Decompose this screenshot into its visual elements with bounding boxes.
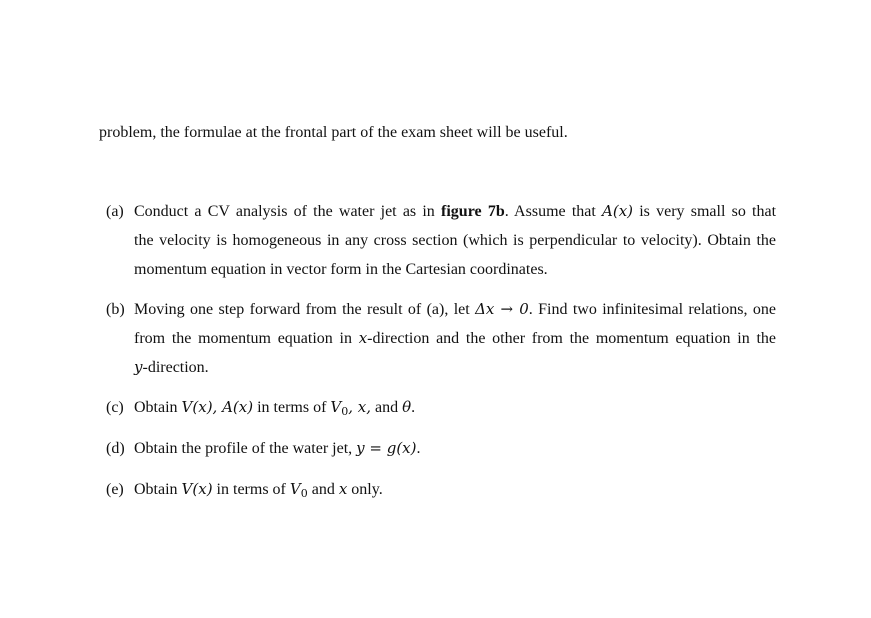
question-d-label: (d) bbox=[106, 440, 125, 457]
question-b-text: -direction. bbox=[142, 359, 209, 376]
question-b-line-1 bbox=[134, 295, 776, 324]
question-b-text: . Find two infinitesimal relations, one bbox=[528, 301, 776, 318]
math-area-function: A(x) bbox=[602, 202, 634, 220]
question-b-line-2 bbox=[134, 324, 776, 353]
math-x: x bbox=[358, 329, 368, 347]
question-c-text: . bbox=[411, 399, 416, 416]
math-limit: Δx → 0 bbox=[475, 300, 529, 318]
question-e-body bbox=[134, 475, 776, 504]
question-e-label: (e) bbox=[106, 481, 124, 498]
intro-text: problem, the formulae at the frontal part of the exam sheet will be useful. bbox=[99, 124, 568, 141]
question-d-text: Obtain the profile of the water jet, bbox=[134, 440, 357, 457]
question-e-text: Obtain bbox=[134, 481, 182, 498]
question-c bbox=[106, 393, 776, 422]
question-a-label: (a) bbox=[106, 203, 124, 220]
math-velocity: V(x) bbox=[181, 480, 213, 498]
math-theta: θ bbox=[402, 398, 412, 416]
question-a-text: is very small so that bbox=[633, 203, 777, 220]
question-e-line-1 bbox=[134, 475, 776, 504]
question-a-text: . Assume that bbox=[504, 203, 603, 220]
question-c-text: Obtain bbox=[134, 399, 182, 416]
question-e-text: and bbox=[307, 481, 339, 498]
question-e-text: only. bbox=[347, 481, 383, 498]
question-b-body bbox=[134, 295, 776, 382]
question-c-body bbox=[134, 393, 776, 422]
question-a-line-1 bbox=[134, 197, 776, 226]
question-a-text: Conduct a CV analysis of the water jet as in bbox=[134, 203, 442, 220]
question-d-text: . bbox=[416, 440, 421, 457]
question-d-line-1 bbox=[134, 434, 776, 463]
question-e-text: in terms of bbox=[212, 481, 290, 498]
math-v0: $V_0$, x, bbox=[330, 398, 372, 418]
question-d-body bbox=[134, 434, 776, 463]
question-c-text: and bbox=[371, 399, 403, 416]
math-profile: y = g(x) bbox=[356, 439, 417, 457]
question-b-label: (b) bbox=[106, 301, 125, 318]
question-b-text: Moving one step forward from the result of (a), let bbox=[134, 301, 476, 318]
math-y: y bbox=[134, 358, 143, 376]
question-a bbox=[106, 197, 776, 284]
question-d bbox=[106, 434, 776, 463]
question-b-text: -direction and the other from the momentum equation in the bbox=[367, 330, 776, 347]
question-b-text: from the momentum equation in bbox=[134, 330, 359, 347]
math-velocity-area: V(x), A(x) bbox=[181, 398, 254, 416]
math-x: x bbox=[338, 480, 348, 498]
question-e bbox=[106, 475, 776, 504]
figure-reference: figure 7b bbox=[441, 203, 505, 220]
question-b-line-3 bbox=[134, 353, 776, 382]
question-c-label: (c) bbox=[106, 399, 124, 416]
question-c-text: in terms of bbox=[253, 399, 331, 416]
question-b bbox=[106, 295, 776, 382]
question-c-line-1 bbox=[134, 393, 776, 422]
question-a-line-3: momentum equation in vector form in the Cartesian coordinates. bbox=[134, 261, 548, 278]
question-a-line-2: the velocity is homogeneous in any cross section (which is perpendicular to velocity). Obtain the bbox=[134, 232, 776, 249]
math-v0: $V_0$ bbox=[289, 480, 308, 500]
question-a-body bbox=[134, 197, 776, 284]
